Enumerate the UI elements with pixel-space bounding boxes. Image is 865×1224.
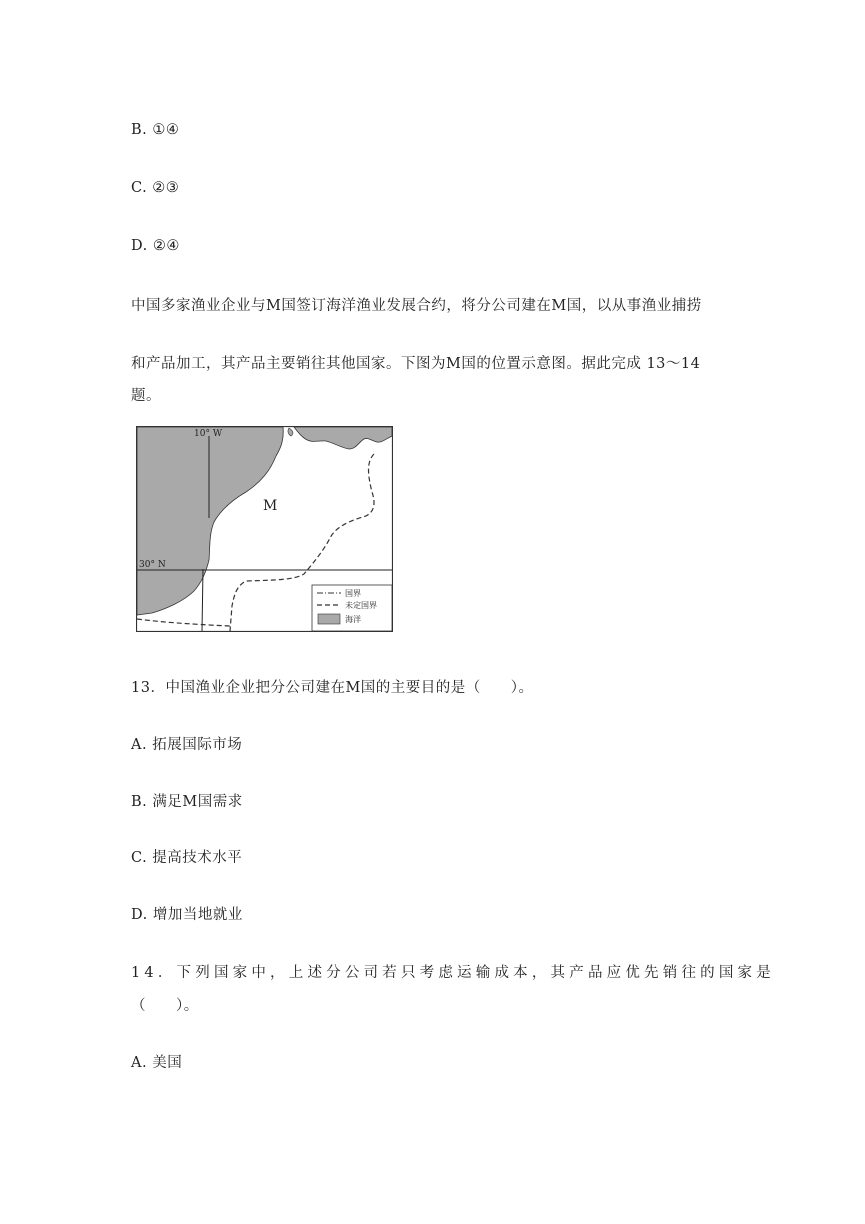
intro-line-1: 中国多家渔业企业与M国签订海洋渔业发展合约，将分公司建在M国，以从事渔业捕捞 [131, 298, 702, 314]
q14-stem-line-1: 14．下列国家中，上述分公司若只考虑运输成本，其产品应优先销往的国家是 [131, 965, 775, 981]
map-figure [136, 426, 393, 632]
q13-option-c: C. 提高技术水平 [131, 850, 243, 866]
legend-undetermined-label: 未定国界 [345, 601, 377, 610]
map-latitude-label: 30° N [139, 560, 166, 570]
q13-option-b: B. 满足M国需求 [131, 794, 243, 810]
intro-line-3: 题。 [131, 388, 161, 404]
map-svg [136, 426, 393, 632]
prev-option-d: D. ②④ [131, 238, 180, 254]
q13-stem: 13．中国渔业企业把分公司建在M国的主要目的是（ ）。 [131, 680, 534, 696]
prev-option-b: B. ①④ [131, 122, 180, 138]
q13-option-d: D. 增加当地就业 [131, 907, 243, 923]
map-country-label: M [263, 498, 278, 514]
map-legend [312, 585, 392, 631]
prev-option-c: C. ②③ [131, 180, 180, 196]
map-longitude-label: 10° W [194, 429, 223, 439]
q14-stem-line-2: （ ）。 [131, 998, 199, 1014]
q14-option-a: A. 美国 [131, 1055, 183, 1071]
q13-option-a: A. 拓展国际市场 [131, 737, 243, 753]
legend-ocean-swatch [318, 614, 340, 624]
legend-border-label: 国界 [345, 589, 361, 598]
legend-ocean-label: 海洋 [345, 615, 361, 624]
intro-line-2: 和产品加工，其产品主要销往其他国家。下图为M国的位置示意图。据此完成 13～14 [131, 356, 701, 372]
